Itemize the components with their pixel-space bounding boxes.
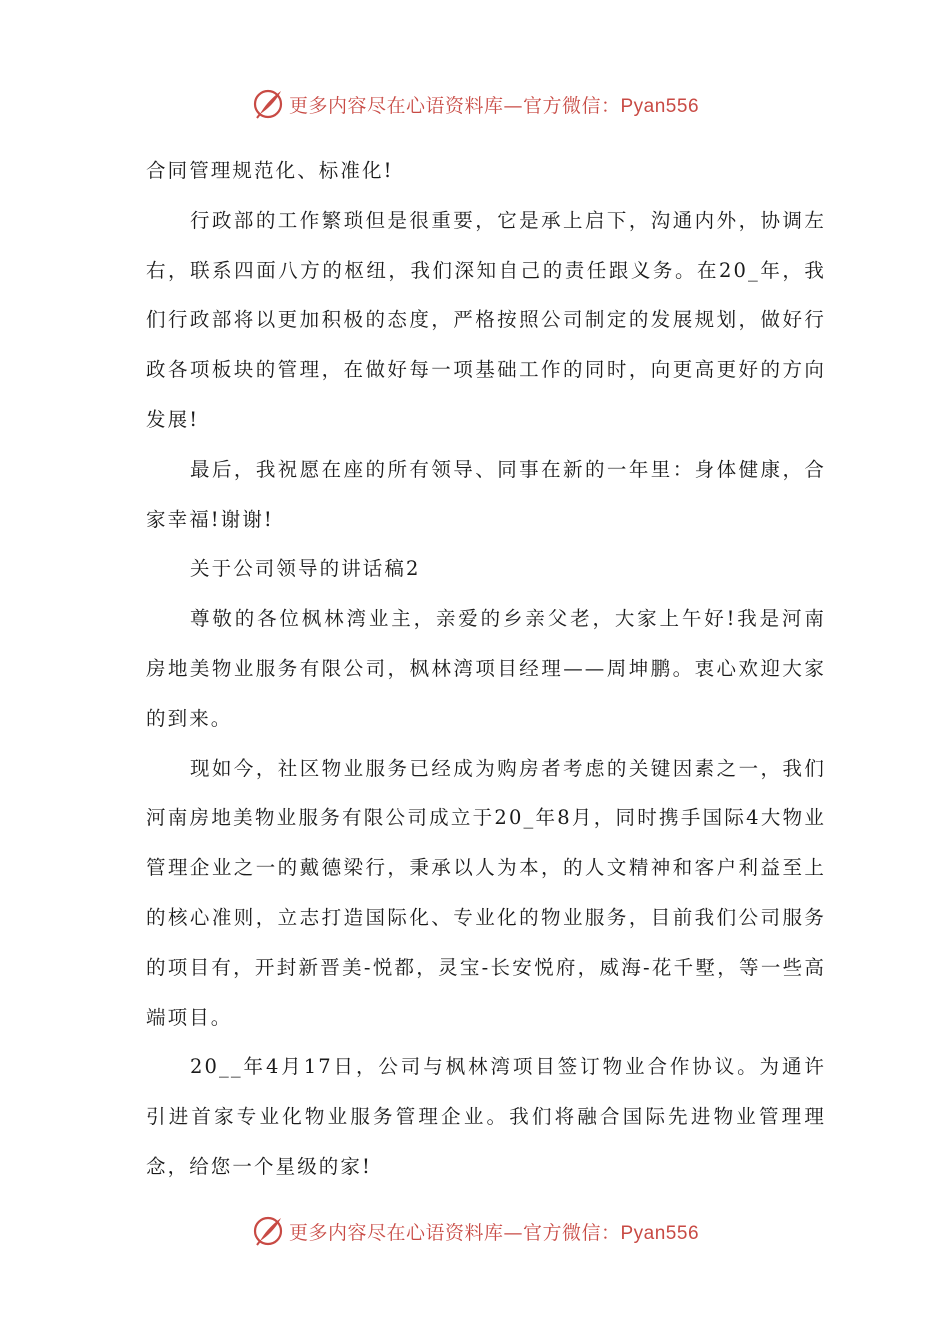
header-watermark [0, 84, 950, 124]
watermark-text: 更多内容尽在心语资料库—官方微信：Pyan556 [288, 94, 700, 117]
paragraph: 尊敬的各位枫林湾业主，亲爱的乡亲父老，大家上午好!我是河南房地美物业服务有限公司，枫林湾项目经理——周坤鹏。衷心欢迎大家的到来。 [146, 607, 826, 730]
footer-watermark [0, 1211, 950, 1251]
paragraph: 现如今，社区物业服务已经成为购房者考虑的关键因素之一，我们河南房地美物业服务有限公司成立于20_年8月，同时携手国际4大物业管理企业之一的戴德梁行，秉承以人为本，的人文精神和客户利益至上的核心准则，立志打造国际化、专业化的物业服务，目前我们公司服务的项目有，开封新晋美-悦都，灵宝-长安悦府，威海-花千墅，等一些高端项目。 [146, 756, 826, 1029]
quill-logo-icon [251, 1214, 285, 1248]
paragraph: 行政部的工作繁琐但是很重要，它是承上启下，沟通内外，协调左右，联系四面八方的枢纽，我们深知自己的责任跟义务。在20_年，我们行政部将以更加积极的态度，严格按照公司制定的发展规划，做好行政各项板块的管理，在做好每一项基础工作的同时，向更高更好的方向发展! [146, 208, 826, 431]
wechat-id: Pyan556 [620, 95, 700, 117]
section-heading: 关于公司领导的讲话稿2 [190, 557, 421, 581]
quill-logo-icon [251, 87, 285, 121]
paragraph: 20__年4月17日，公司与枫林湾项目签订物业合作协议。为通许引进首家专业化物业服务管理企业。我们将融合国际先进物业管理理念，给您一个星级的家! [146, 1055, 826, 1178]
paragraph: 合同管理规范化、标准化! [146, 159, 394, 182]
document-body [146, 146, 826, 1192]
paragraph: 最后，我祝愿在座的所有领导、同事在新的一年里：身体健康，合家幸福!谢谢! [146, 457, 826, 531]
wechat-id: Pyan556 [620, 1222, 700, 1244]
watermark-text: 更多内容尽在心语资料库—官方微信：Pyan556 [288, 1221, 700, 1244]
